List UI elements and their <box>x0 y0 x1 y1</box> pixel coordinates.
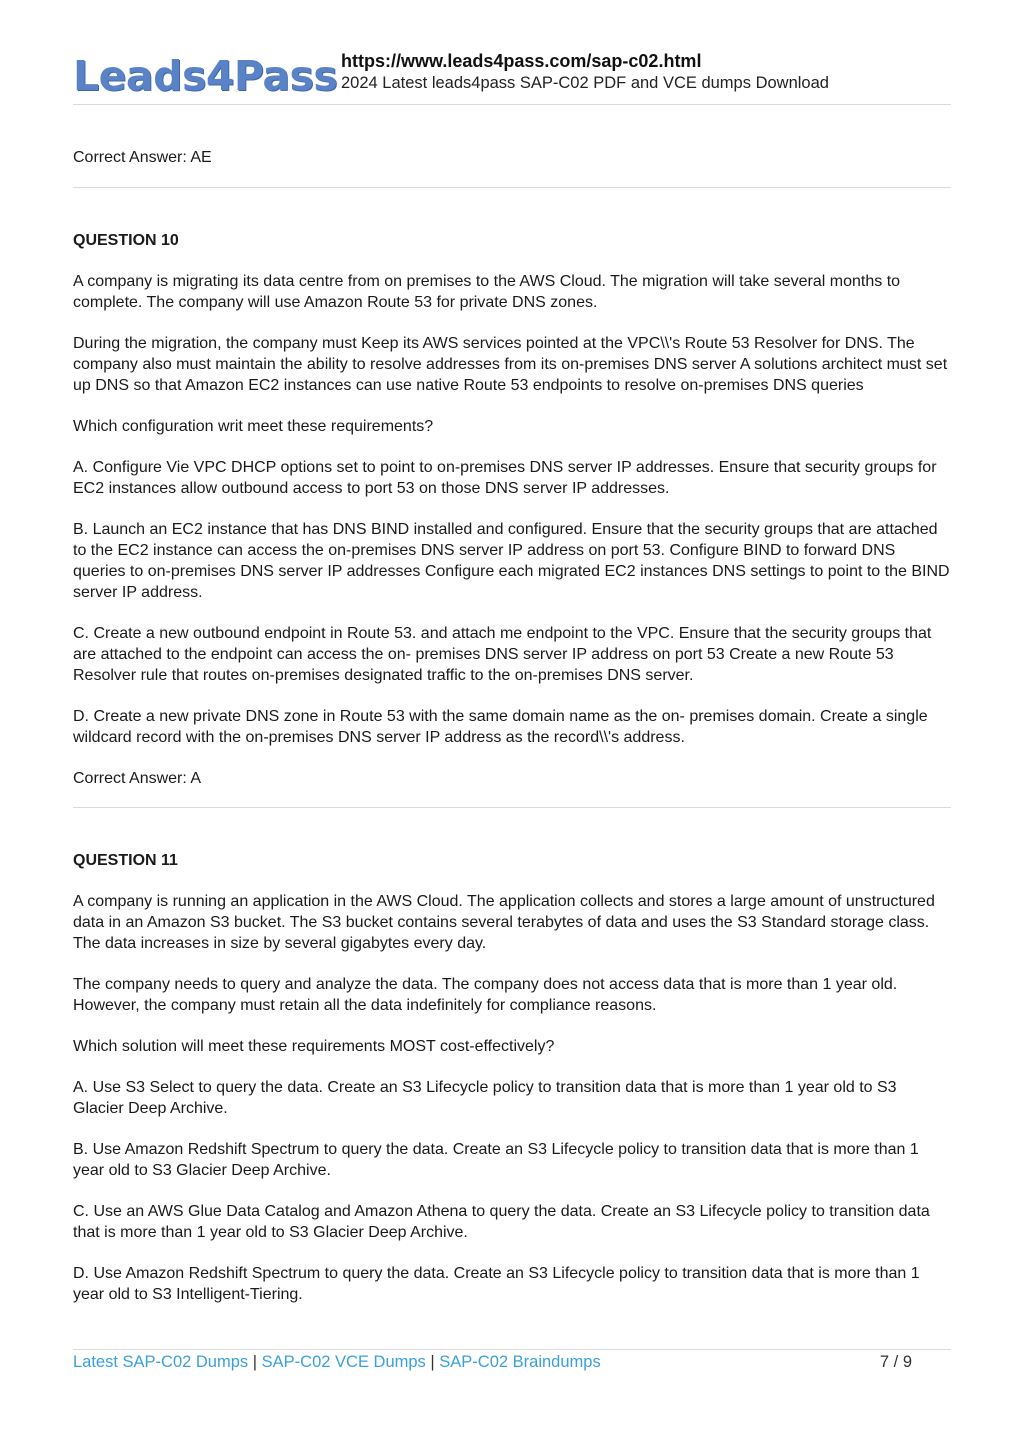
question-paragraph: The company needs to query and analyze the data. The company does not access data that is more than 1 year old. However, the company must retain all the data indefinitely for compliance reasons. <box>73 976 898 1014</box>
header-divider <box>73 104 951 105</box>
option-b: B. Launch an EC2 instance that has DNS BIND installed and configured. Ensure that the security groups that are attached to the EC2 instance can access the on-premises DNS server IP address on port 53. Configure BIND to forward DNS queries to on-premises DNS server IP addresses Configure each migrated EC2 instances DNS settings to point to the BIND server IP address. <box>73 521 950 601</box>
option-b: B. Use Amazon Redshift Spectrum to query the data. Create an S3 Lifecycle policy to transition data that is more than 1 year old to S3 Glacier Deep Archive. <box>73 1141 919 1179</box>
footer-link-latest-dumps[interactable]: Latest SAP-C02 Dumps <box>73 1353 249 1371</box>
page-header <box>73 50 951 104</box>
footer-divider <box>73 1349 951 1350</box>
header-text <box>341 50 829 94</box>
page-number: 7 / 9 <box>879 1353 912 1371</box>
question-prompt: Which solution will meet these requirements MOST cost-effectively? <box>73 1038 555 1055</box>
correct-answer: Correct Answer: A <box>73 770 202 787</box>
previous-answer-block <box>73 147 951 188</box>
option-c: C. Create a new outbound endpoint in Route 53. and attach me endpoint to the VPC. Ensure that the security groups that are attached to the endpoint can access the on- premises DNS server IP address on port 53 Create a new Route 53 Resolver rule that routes on-premises designated traffic to the on-premises DNS server. <box>73 625 932 684</box>
previous-correct-answer: Correct Answer: AE <box>73 149 212 166</box>
question-paragraph: During the migration, the company must Keep its AWS services pointed at the VPC\\'s Route 53 Resolver for DNS. The company also must maintain the ability to resolve addresses from its on-premises DNS server A solutions architect must set up DNS so that Amazon EC2 instances can use native Route 53 endpoints to resolve on-premises DNS queries <box>73 335 948 394</box>
footer-link-vce-dumps[interactable]: SAP-C02 VCE Dumps <box>261 1353 426 1371</box>
option-a: A. Use S3 Select to query the data. Create an S3 Lifecycle policy to transition data that is more than 1 year old to S3 Glacier Deep Archive. <box>73 1079 897 1117</box>
page-footer <box>73 1351 951 1373</box>
question-11 <box>73 850 951 1325</box>
section-divider-1 <box>73 187 951 188</box>
question-title: QUESTION 10 <box>73 232 179 249</box>
question-paragraph: A company is migrating its data centre from on premises to the AWS Cloud. The migration will take several months to complete. The company will use Amazon Route 53 for private DNS zones. <box>73 273 901 311</box>
leads4pass-logo: Leads4Pass <box>73 52 338 100</box>
option-d: D. Create a new private DNS zone in Route 53 with the same domain name as the on- premises domain. Create a single wildcard record with the on-premises DNS server IP address as the record\\'s address. <box>73 708 928 746</box>
question-prompt: Which configuration writ meet these requirements? <box>73 418 434 435</box>
header-subtitle: 2024 Latest leads4pass SAP-C02 PDF and VCE dumps Download <box>341 74 829 92</box>
question-title: QUESTION 11 <box>73 852 178 869</box>
option-c: C. Use an AWS Glue Data Catalog and Amazon Athena to query the data. Create an S3 Lifecycle policy to transition data that is more than 1 year old to S3 Glacier Deep Archive. <box>73 1203 930 1241</box>
footer-separator: | <box>252 1353 258 1371</box>
footer-separator: | <box>430 1353 435 1371</box>
section-divider-2 <box>73 807 951 808</box>
option-a: A. Configure Vie VPC DHCP options set to point to on-premises DNS server IP addresses. Ensure that security groups for EC2 instances allow outbound access to port 53 on those DNS server IP addresses. <box>73 459 937 497</box>
question-paragraph: A company is running an application in the AWS Cloud. The application collects and stores a large amount of unstructured data in an Amazon S3 bucket. The S3 bucket contains several terabytes of data and uses the S3 Standard storage class. The data increases in size by several gigabytes every day. <box>73 893 935 952</box>
header-url[interactable]: https://www.leads4pass.com/sap-c02.html <box>341 51 702 71</box>
question-10 <box>73 230 951 809</box>
footer-link-braindumps[interactable]: SAP-C02 Braindumps <box>439 1353 601 1371</box>
option-d: D. Use Amazon Redshift Spectrum to query the data. Create an S3 Lifecycle policy to transition data that is more than 1 year old to S3 Intelligent-Tiering. <box>73 1265 920 1303</box>
